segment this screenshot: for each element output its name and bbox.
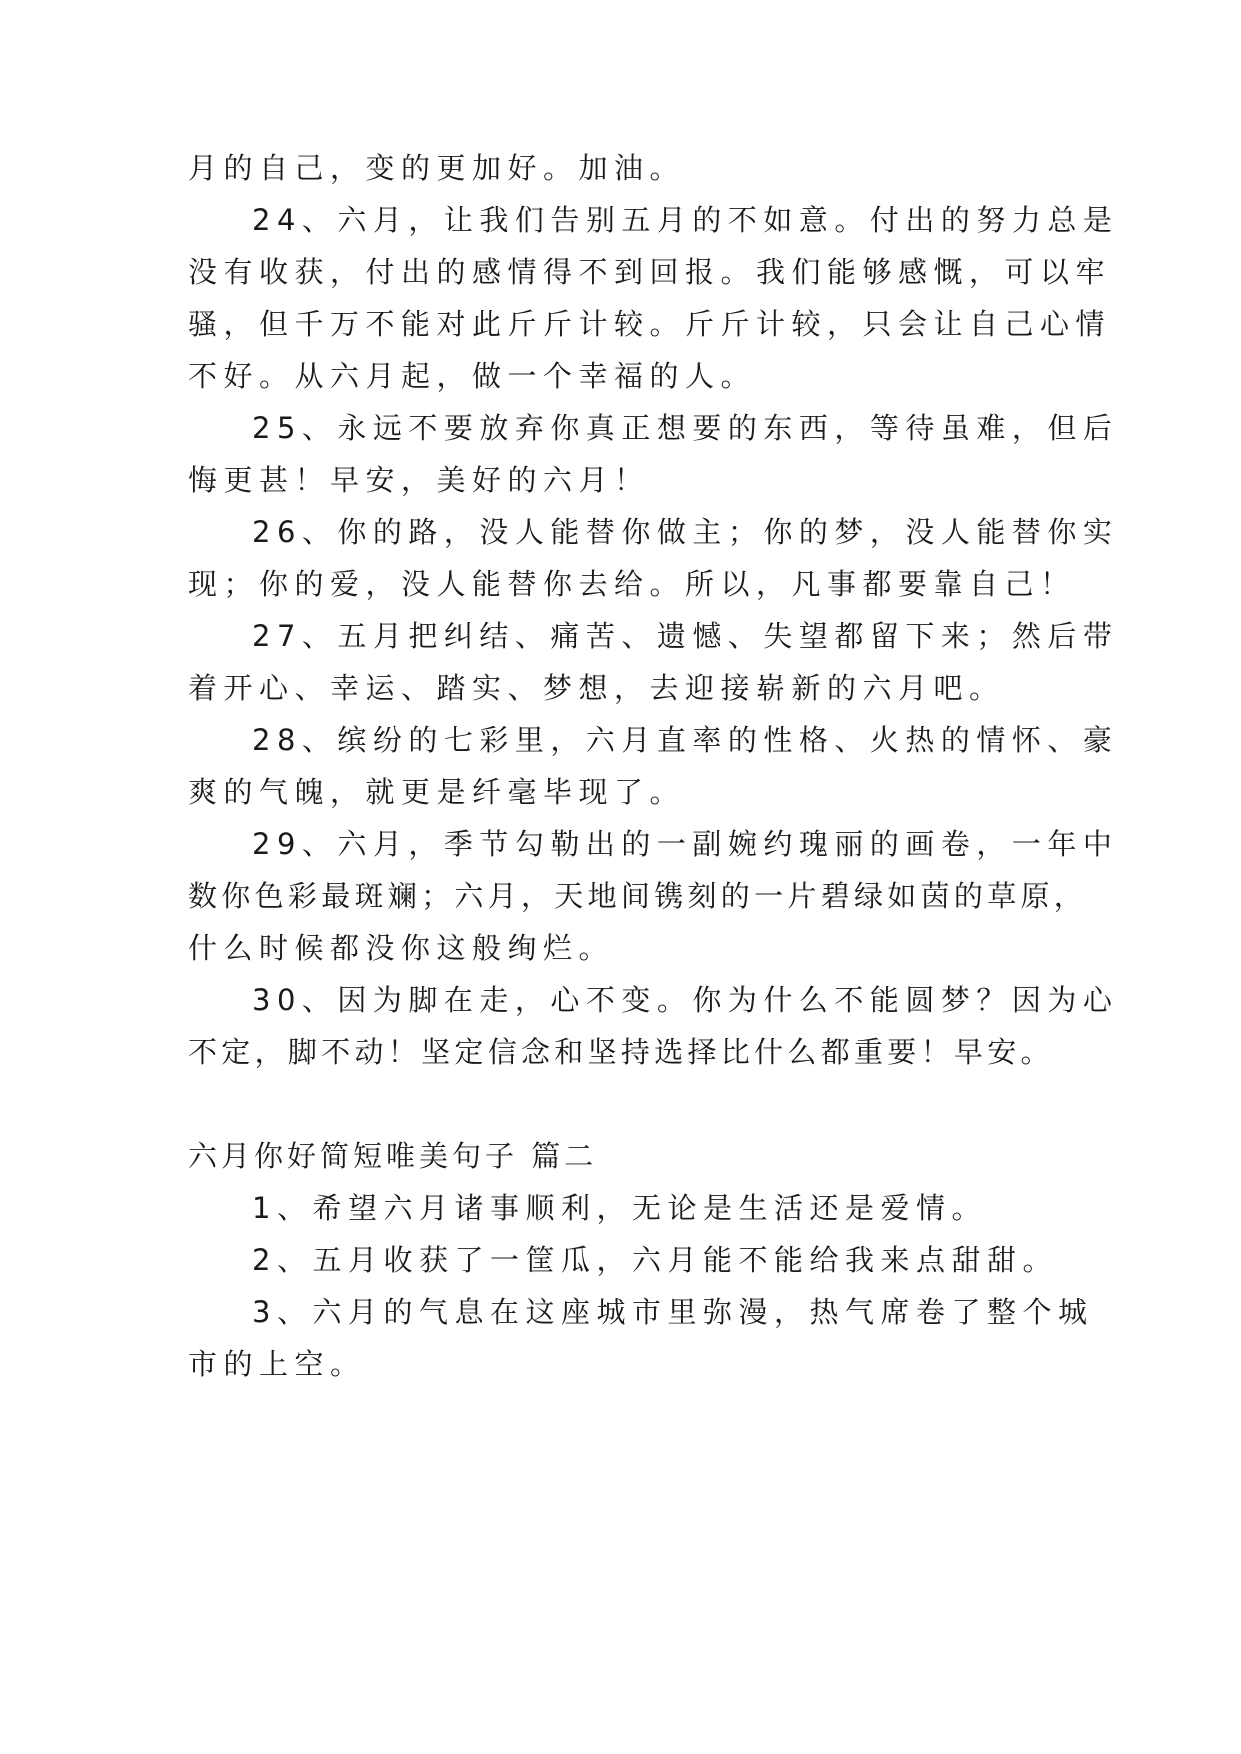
paragraph-line: 现；你的爱，没人能替你去给。所以，凡事都要靠自己！	[188, 567, 1076, 601]
section-title: 六月你好简短唯美句子 篇二	[188, 1139, 598, 1173]
paragraph-line: 什么时候都没你这般绚烂。	[188, 931, 615, 965]
paragraph-line: 24、六月，让我们告别五月的不如意。付出的努力总是	[252, 203, 1119, 237]
paragraph-line: 29、六月，季节勾勒出的一副婉约瑰丽的画卷，一年中	[252, 827, 1119, 861]
paragraph-line: 不定，脚不动！坚定信念和坚持选择比什么都重要！早安。	[188, 1035, 1054, 1069]
paragraph-line: 30、因为脚在走，心不变。你为什么不能圆梦？因为心	[252, 983, 1119, 1017]
paragraph-line: 27、五月把纠结、痛苦、遗憾、失望都留下来；然后带	[252, 619, 1119, 653]
paragraph-line: 爽的气魄，就更是纤毫毕现了。	[188, 775, 686, 809]
paragraph-line: 不好。从六月起，做一个幸福的人。	[188, 359, 757, 393]
list-item: 3、六月的气息在这座城市里弥漫，热气席卷了整个城	[252, 1295, 1094, 1329]
paragraph-line: 着开心、幸运、踏实、梦想，去迎接崭新的六月吧。	[188, 671, 1005, 705]
paragraph-line: 28、缤纷的七彩里，六月直率的性格、火热的情怀、豪	[252, 723, 1119, 757]
paragraph-line: 骚，但千万不能对此斤斤计较。斤斤计较，只会让自己心情	[188, 307, 1112, 341]
list-item: 1、希望六月诸事顺利，无论是生活还是爱情。	[252, 1191, 987, 1225]
paragraph-line: 月的自己，变的更加好。加油。	[188, 151, 686, 185]
paragraph-line: 悔更甚！早安，美好的六月！	[188, 463, 650, 497]
list-item: 2、五月收获了一筐瓜，六月能不能给我来点甜甜。	[252, 1243, 1058, 1277]
paragraph-line: 26、你的路，没人能替你做主；你的梦，没人能替你实	[252, 515, 1119, 549]
paragraph-line: 25、永远不要放弃你真正想要的东西，等待虽难，但后	[252, 411, 1119, 445]
paragraph-line: 没有收获，付出的感情得不到回报。我们能够感慨，可以牢	[188, 255, 1112, 289]
paragraph-line: 数你色彩最斑斓；六月，天地间镌刻的一片碧绿如茵的草原，	[188, 879, 1088, 913]
list-item: 市的上空。	[188, 1347, 366, 1381]
